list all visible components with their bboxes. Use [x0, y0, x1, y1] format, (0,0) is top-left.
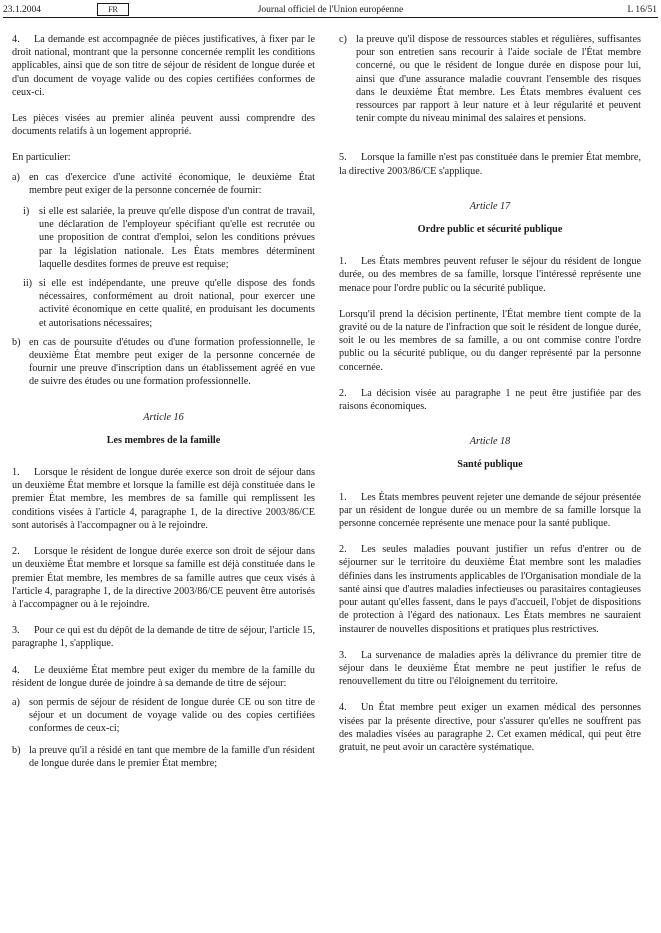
article-17-title: Ordre public et sécurité publique	[417, 224, 563, 236]
list-item-b: b) en cas de poursuite d'études ou d'une formation professionnelle, le deuxième État membre peut exiger de la personne concernée de fournir une preuve d'inscription dans un établissement agréé en vue de suivre des études ou une formation professionnelle.	[12, 336, 315, 388]
article-16-item-a: a) son permis de séjour de résident de longue durée CE ou son titre de séjour et un document de voyage valide ou des copies certifiées conformes de ceux-ci;	[12, 696, 315, 735]
article-16-paragraph-4: 4. Le deuxième État membre peut exiger du membre de la famille du résident de longue durée de joindre à sa demande de titre de séjour:	[12, 664, 315, 689]
language-badge: FR	[97, 3, 129, 16]
paragraph-pieces: Les pièces visées au premier alinéa peuvent aussi comprendre des documents relatifs à un logement approprié.	[12, 113, 315, 138]
article-16-paragraph-2: 2. Lorsque le résident de longue durée exerce son droit de séjour dans un deuxième État membre et lorsque sa famille est déjà constituée dans le premier État membre, les membres de sa famille autres que ceux visés à l'article 4, paragraphe 1, de la directive 2003/86/CE peuvent être autorisés à l'accompagner ou à le rejoindre.	[12, 546, 315, 610]
article-18-title: Santé publique	[457, 459, 523, 471]
paragraph-particulier: En particulier:	[12, 152, 71, 164]
sub-item-ii: ii) si elle est indépendante, une preuve qu'elle dispose des fonds nécessaires, conformément au droit national, pour exercer une activité économique en cette qualité, en produisant les documents et autorisations nécessaires;	[23, 278, 315, 329]
article-17-paragraph-1: 1. Les États membres peuvent refuser le séjour du résident de longue durée, ou des membres de sa famille, lorsque l'intéressé représente une menace pour l'ordre public ou la sécurité publique.	[339, 256, 641, 294]
article-18-number: Article 18	[469, 436, 511, 448]
article-18-paragraph-2: 2. Les seules maladies pouvant justifier un refus d'entrer ou de séjourner sur le territoire du deuxième État membre sont les maladies définies dans les instruments applicables de l'Organisation mondiale de la santé ainsi que d'autres maladies infectieuses ou parasitaires contagieuses pour autant qu'elles fassent, dans le pays d'accueil, l'objet de dispositions de protection à l'égard des nationaux. Les États membres ne sauraient instaurer de nouvelles dispositions et pratiques plus restrictives.	[339, 544, 641, 635]
list-item-a: a) en cas d'exercice d'une activité économique, le deuxième État membre peut exiger de la personne concernée de fournir:	[12, 171, 315, 196]
paragraph-4: 4. La demande est accompagnée de pièces justificatives, à fixer par le droit national, montrant que la personne concernée remplit les conditions applicables, ainsi que de son titre de séjour de résident de longue durée et d'un document de voyage valide ou des copies certifiées conformes de ceux-ci.	[12, 34, 315, 98]
article-17-paragraph-1b: Lorsqu'il prend la décision pertinente, l'État membre tient compte de la gravité ou de la nature de l'infraction que soit le résident de longue durée, soit le ou les membres de sa famille, a ou ont commise contre l'ordre public ou la sécurité publique, ou du danger représenté par la personne concernée.	[339, 308, 641, 373]
article-16-item-c: c) la preuve qu'il dispose de ressources stables et régulières, suffisantes pour son entretien sans recourir à l'aide sociale de l'État membre concerné, ou que le résident de longue durée en dispose pour lui, ainsi que d'une assurance maladie couvrant l'ensemble des risques dans le deuxième État membre. Les États membres évaluent ces ressources par rapport à leur nature et à leur régularité et peuvent tenir compte du niveau minimal des salaires et pensions.	[339, 34, 641, 125]
article-16-number: Article 16	[143, 411, 184, 423]
article-18-paragraph-3: 3. La survenance de maladies après la délivrance du premier titre de séjour dans le deuxième État membre ne peut justifier le refus de renouvellement du titre ou l'éloignement du territoire.	[339, 649, 641, 688]
left-column	[12, 33, 315, 778]
journal-title: Journal officiel de l'Union européenne	[257, 5, 404, 15]
sub-item-i: i) si elle est salariée, la preuve qu'elle dispose d'un contrat de travail, une déclaration de l'employeur spécifiant qu'elle est recrutée ou une proposition de contrat d'emploi, selon les conditions prévues par la législation nationale. Les États membres déterminent laquelle desdites formes de preuve est requise;	[23, 206, 315, 270]
article-16-paragraph-5: 5. Lorsque la famille n'est pas constituée dans le premier État membre, la directive 2003/86/CE s'applique.	[339, 152, 641, 177]
page-reference: L 16/51	[627, 5, 657, 15]
article-16-paragraph-1: 1. Lorsque le résident de longue durée exerce son droit de séjour dans un deuxième État membre et lorsque la famille est déjà constituée dans le premier État membre, les membres de sa famille qui remplissent les conditions visées à l'article 4, paragraphe 1, de la directive 2003/86/CE sont autorisés à l'accompagner ou à le rejoindre.	[12, 467, 315, 531]
article-18-paragraph-1: 1. Les États membres peuvent rejeter une demande de séjour présentée par un résident de longue durée ou un membre de sa famille lorsque la personne concernée représente une menace pour la santé publique.	[339, 491, 641, 530]
article-17-paragraph-2: 2. La décision visée au paragraphe 1 ne peut être justifiée par des raisons économiques.	[339, 387, 641, 413]
page-header	[0, 0, 661, 22]
article-16-paragraph-3: 3. Pour ce qui est du dépôt de la demande de titre de séjour, l'article 15, paragraphe 1, s'applique.	[12, 625, 315, 650]
header-divider	[3, 17, 658, 18]
publication-date: 23.1.2004	[3, 5, 41, 15]
article-16-title: Les membres de la famille	[106, 434, 221, 446]
right-column	[339, 33, 641, 767]
article-16-item-b: b) la preuve qu'il a résidé en tant que membre de la famille d'un résident de longue durée dans le premier État membre;	[12, 744, 315, 769]
article-17-number: Article 17	[469, 200, 511, 212]
article-18-paragraph-4: 4. Un État membre peut exiger un examen médical des personnes visées par la présente directive, pour s'assurer qu'elles ne souffrent pas des maladies visées au paragraphe 2. Cet examen médical, qui peut être gratuit, ne peut avoir un caractère systématique.	[339, 702, 641, 753]
